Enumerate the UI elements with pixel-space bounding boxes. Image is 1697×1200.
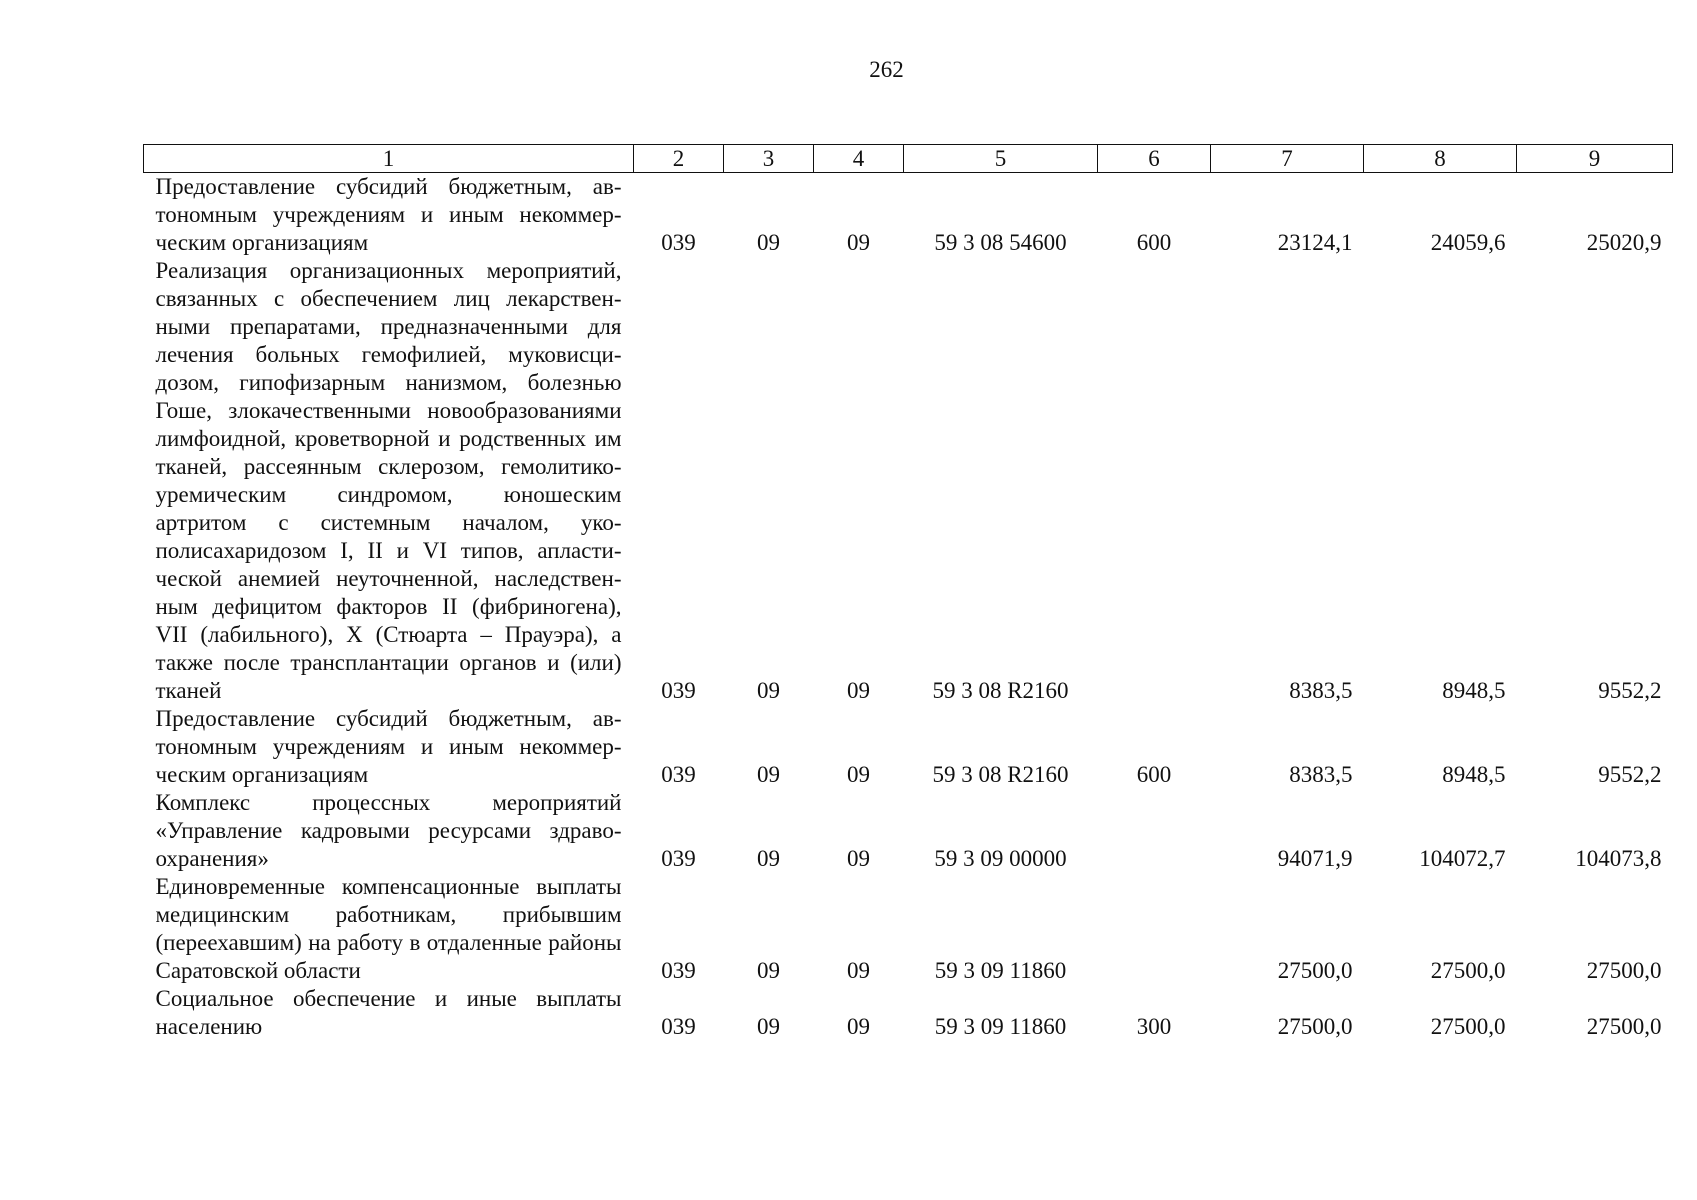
amount-col9-cell: 27500,0 [1586,958,1662,983]
ministry-code-cell: 039 [661,762,696,787]
target-article-cell: 59 3 08 R2160 [932,678,1069,703]
table-row [144,705,1673,789]
table-row [144,873,1673,985]
amount-col9-cell: 104073,8 [1575,846,1662,871]
expense-type-cell: 300 [1136,1014,1172,1039]
amount-col9-cell: 25020,9 [1586,230,1662,255]
ministry-code-cell: 039 [661,958,696,983]
amount-col7-cell: 23124,1 [1277,230,1353,255]
subsection-code-cell: 09 [847,678,870,703]
row-name-cell: Предоставление субсидий бюджетным, автономным учреждениям и иным некоммерческим организациям [155,706,622,787]
table-header-row [144,145,1673,173]
amount-col9-cell: 27500,0 [1586,1014,1662,1039]
amount-col9-cell: 9552,2 [1598,762,1662,787]
row-name-cell: Единовременные компенсационные выплаты медицинским работникам, прибывшим (переехавшим) на работу в отдаленные районы Саратовской области [155,874,622,983]
section-code-cell: 09 [757,958,780,983]
header-cell: 5 [904,145,1098,173]
row-name-cell: Реализация организационных мероприятий, связанных с обеспечением лиц лекарственными препаратами, предназначенными для лечения больных гемофилией, муковисцидозом, гипофизарным нанизмом, болезнью Гоше, злокачественными новообразованиями лимфоидной, кроветворной и родственных им тканей, рассеянным склерозом, гемолитико-уремическим синдромом, юношеским артритом с системным началом, укополисахаридозом I, II и VI типов, апластической анемией неуточненной, наследственным дефицитом факторов II (фибриногена), VII (лабильного), X (Стюарта – Прауэра), а также после трансплантации органов и (или) тканей [155,258,622,703]
expense-type-cell: 600 [1136,762,1172,787]
target-article-cell: 59 3 08 54600 [934,230,1067,255]
table-row [144,257,1673,705]
header-cell: 1 [144,145,634,173]
table-row [144,173,1673,258]
row-name-cell: Социальное обеспечение и иные выплаты населению [155,986,622,1039]
amount-col8-cell: 104072,7 [1419,846,1506,871]
section-code-cell: 09 [757,1014,780,1039]
expense-type-cell [1098,873,1211,985]
target-article-cell: 59 3 09 11860 [934,1014,1067,1039]
amount-col7-cell: 27500,0 [1277,958,1353,983]
amount-col8-cell: 8948,5 [1442,762,1506,787]
expense-type-cell [1098,789,1211,873]
section-code-cell: 09 [757,762,780,787]
subsection-code-cell: 09 [847,230,870,255]
amount-col9-cell: 9552,2 [1598,678,1662,703]
expense-type-cell: 600 [1136,230,1172,255]
page-number: 262 [869,57,904,82]
amount-col7-cell: 8383,5 [1289,678,1353,703]
expense-type-cell [1098,257,1211,705]
amount-col8-cell: 24059,6 [1430,230,1506,255]
row-name-cell: Комплекс процессных мероприятий «Управление кадровыми ресурсами здравоохранения» [155,790,622,871]
target-article-cell: 59 3 09 11860 [934,958,1067,983]
row-name-cell: Предоставление субсидий бюджетным, автономным учреждениям и иным некоммерческим организациям [155,174,622,255]
budget-table [143,144,1673,1041]
subsection-code-cell: 09 [847,1014,870,1039]
ministry-code-cell: 039 [661,678,696,703]
section-code-cell: 09 [757,846,780,871]
section-code-cell: 09 [757,230,780,255]
section-code-cell: 09 [757,678,780,703]
ministry-code-cell: 039 [661,846,696,871]
target-article-cell: 59 3 09 00000 [934,846,1067,871]
header-cell: 6 [1098,145,1211,173]
amount-col8-cell: 27500,0 [1430,958,1506,983]
ministry-code-cell: 039 [661,230,696,255]
header-cell: 9 [1517,145,1673,173]
table-row [144,985,1673,1041]
header-cell: 8 [1364,145,1517,173]
subsection-code-cell: 09 [847,762,870,787]
header-cell: 4 [814,145,904,173]
ministry-code-cell: 039 [661,1014,696,1039]
header-cell: 7 [1211,145,1364,173]
amount-col7-cell: 27500,0 [1277,1014,1353,1039]
amount-col8-cell: 8948,5 [1442,678,1506,703]
subsection-code-cell: 09 [847,846,870,871]
target-article-cell: 59 3 08 R2160 [932,762,1069,787]
table-row [144,789,1673,873]
header-cell: 3 [724,145,814,173]
amount-col8-cell: 27500,0 [1430,1014,1506,1039]
amount-col7-cell: 8383,5 [1289,762,1353,787]
amount-col7-cell: 94071,9 [1277,846,1353,871]
subsection-code-cell: 09 [847,958,870,983]
header-cell: 2 [634,145,724,173]
